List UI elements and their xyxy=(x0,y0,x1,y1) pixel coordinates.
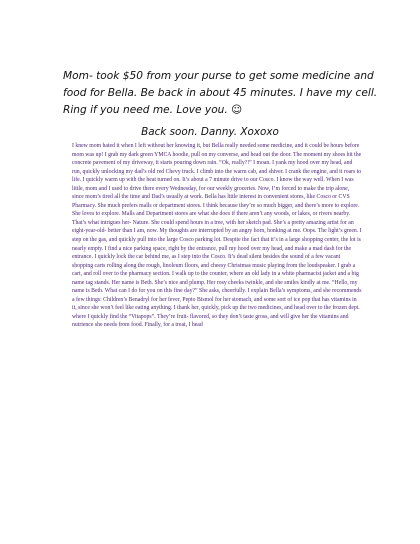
note-signoff: Back soon. Danny. Xoxoxo xyxy=(141,126,279,138)
story-paragraph: I knew mom hated it when I left without her knowing it, but Bella really needed some medicine, and it could be hours before mom was up! I grab my dark green YMCA hoodie, pull on my converse, and head out the door. The moment my shoes hit the concrete pavement of my driveway, it starts pouring down rain. “Ok, really?!” I moan. I yank my hood over my head, and run, quickly unlocking my dad’s old red Chevy truck. I climb into the warm cab, and shiver. I crank the engine, and it roars to life. I quickly warm up with the heat turned on. It’s about a 7 minute drive to our Cosco. I know the way well. When I was little, mom and I used to drive there every Wednesday, for our weekly groceries. Now, I’m forced to make the trip alone, since mom’s tired all the time and Dad’s usually at work. Bella has little interest in convenient stores, like Cosco or CVS Pharmacy. She much prefers malls or department stores. I think because they’re so much bigger, and there’s more to explore. She loves to explore. Malls and Department stores are what she does if there aren’t any woods, or lakes, or rivers nearby. That’s what intrigues her- Nature. She could spend hours in a tree, with her sketch pad. She’s a pretty amazing artist for an eight-year-old- better than I am, now. My thoughts are interrupted by an angry horn, honking at me. Oops. The light’s green. I step on the gas, and quickly pull into the large Cosco parking lot. Despite the fact that it’s in a large shopping center, the lot is nearly empty. I find a nice parking space, right by the entrance, pull my hood over my head, and make a mad dash for the entrance. I quickly lock the car behind me, as I step into the Cosco. It’s dead silent besides the sound of a few vacant shopping carts rolling along the rough, linoleum floors, and cheesy Christmas music playing from the loudspeaker. I grab a cart, and roll over to the pharmacy section. I walk up to the counter, where an old lady in a white pharmacist jacket and a big name tag stands. Her name is Beth. She’s nice and plump. Her rosy cheeks twinkle, and she smiles kindly at me. “Hello, my name is Beth. What can I do for you on this fine day?” She asks, cheerfully. I explain Bella’s symptoms, and she recommends a few things: Children’s Benadryl for her fever, Pepto Bismol for her stomach, and some sort of ice pop that has vitamins in it, since she won’t feel like eating anything. I thank her, quickly, pick up the two medicines, and head over to the frozen dept. where I quickly find the “Vitapops”. They’re fruit- flavored, so they don’t taste gross, and will give her the vitamins and nutrience she needs from food. Finally, for a treat, I head xyxy=(72,143,362,329)
note-to-mom: Mom- took $50 from your purse to get some medicine and food for Bella. Be back in about 45 minutes. I have my cell. Ring if you need me. Love you. ☺ xyxy=(63,70,378,116)
